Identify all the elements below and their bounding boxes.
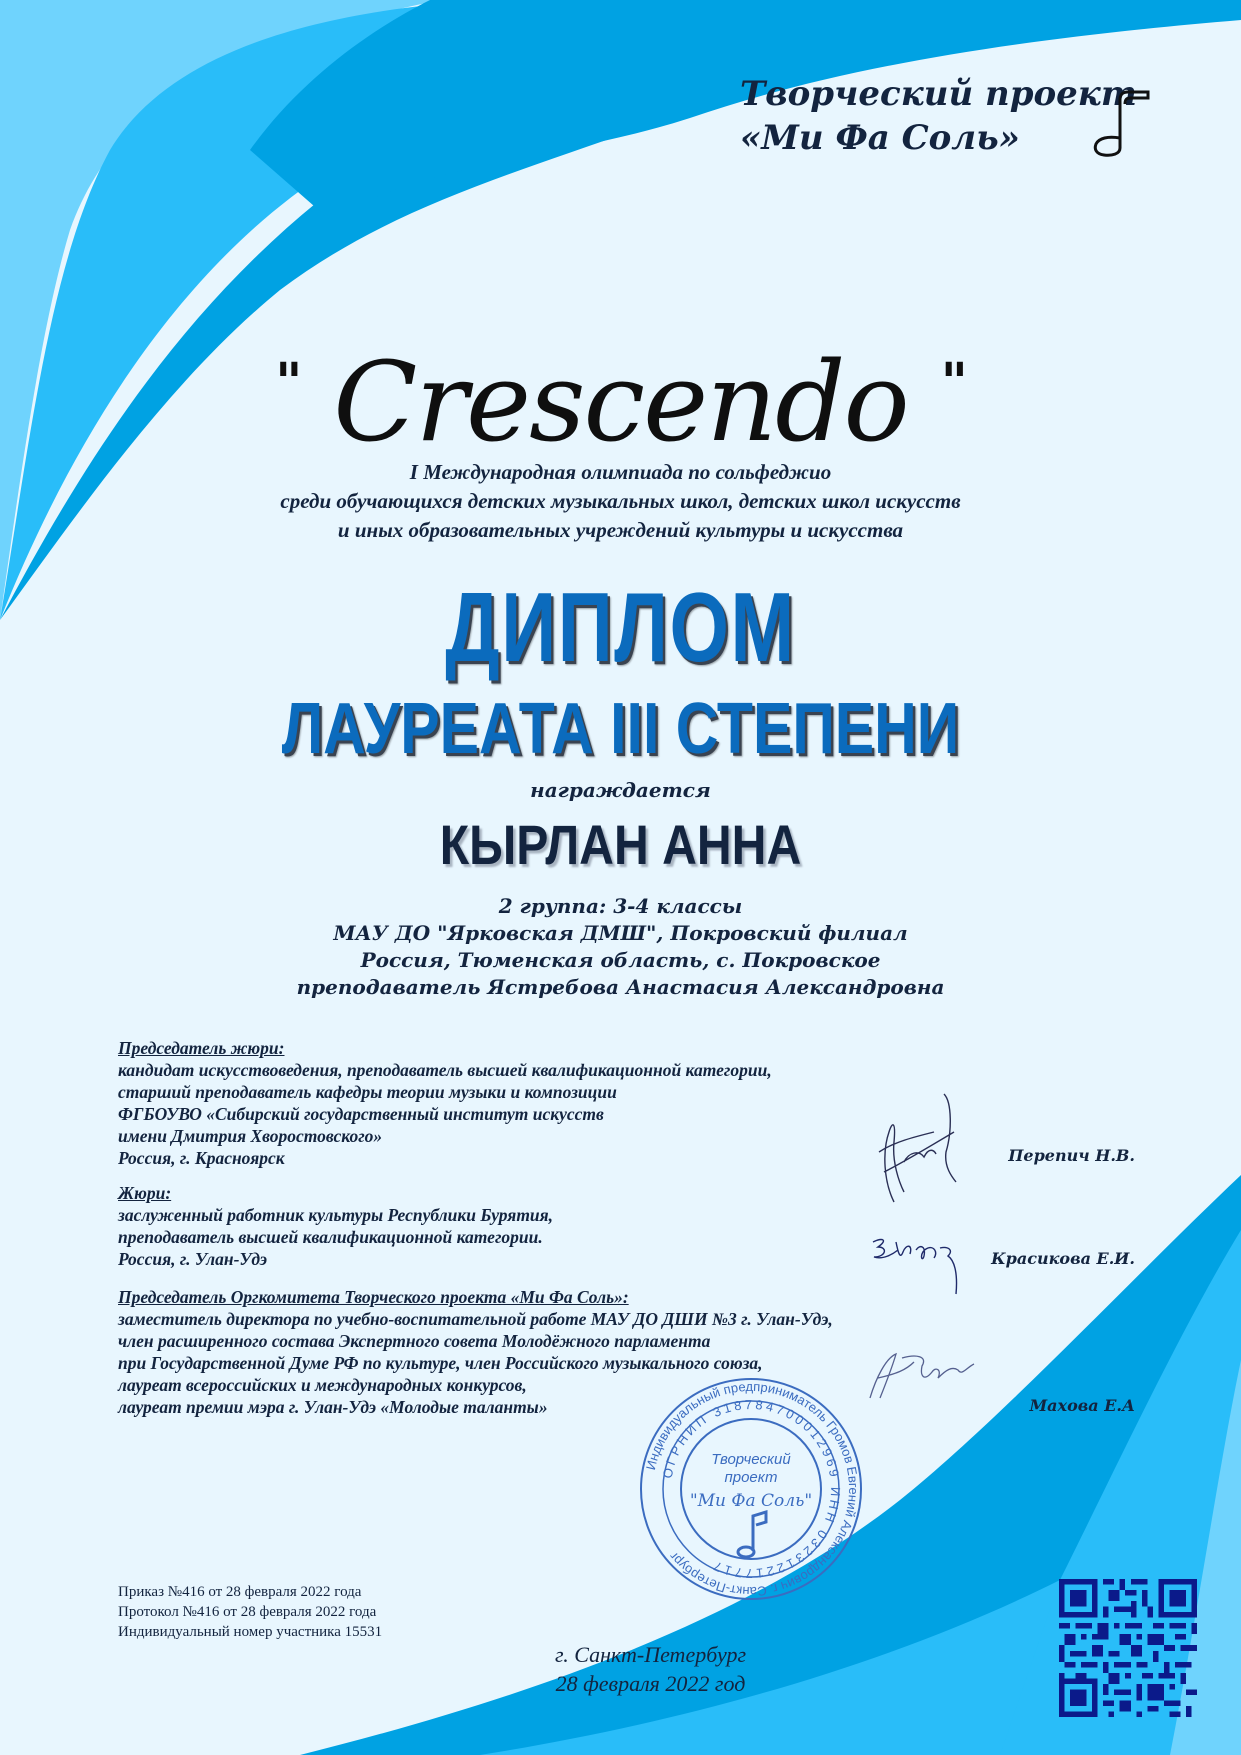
qr-code-icon[interactable] (1059, 1579, 1197, 1717)
signer-name-krasikova: Красикова Е.И. (991, 1249, 1135, 1268)
jury-line: лауреат премии мэра г. Улан-Удэ «Молодые таланты» (118, 1397, 548, 1417)
jury-line: Россия, г. Красноярск (118, 1148, 285, 1168)
stamp-center-line2: проект (724, 1469, 778, 1486)
stamp-music-note-icon (738, 1512, 766, 1557)
recipient-group: 2 группа: 3-4 классы (498, 894, 743, 918)
signer-name-perepich: Перепич Н.В. (1008, 1146, 1135, 1165)
official-stamp (638, 1376, 864, 1602)
signature-perepich (874, 1092, 964, 1204)
stamp-center-line3: "Ми Фа Соль" (689, 1491, 813, 1511)
jury-line: заместитель директора по учебно-воспитательной работе МАУ ДО ДШИ №3 г. Улан-Удэ, (118, 1309, 833, 1329)
stamp-center-line1: Творческий (711, 1451, 791, 1468)
recipient-details (0, 893, 1241, 1001)
jury-heading: Жюри: (118, 1183, 172, 1203)
jury-line: лауреат всероссийских и международных конкурсов, (118, 1375, 527, 1395)
event-description-line: среди обучающихся детских музыкальных школ, детских школ искусств (280, 489, 961, 513)
jury-line: преподаватель высшей квалификационной категории. (118, 1227, 543, 1247)
protocol-number: Протокол №416 от 28 февраля 2022 года (118, 1604, 377, 1620)
project-title-line1: Творческий проект (740, 74, 1137, 114)
jury-line: член расширенного состава Экспертного совета Молодёжного парламента (118, 1331, 711, 1351)
signer-name-makhova: Махова Е.А (1029, 1396, 1135, 1415)
jury-member-block (118, 1182, 553, 1270)
recipient-name: КЫРЛАН АННА (439, 813, 802, 876)
stamp-inner-ring-text: ОГРНИП 318784700012969 ИНН 032312217717 (659, 1396, 844, 1582)
jury-line: ФГБОУВО «Сибирский государственный институт искусств (118, 1104, 604, 1124)
close-quote: " (940, 352, 966, 413)
recipient-location: Россия, Тюменская область, с. Покровское (360, 948, 881, 972)
jury-chair-block (118, 1037, 772, 1169)
stamp-outer-ring-text: Индивидуальный предприниматель Громов Евгений Александрович г. Санкт-Петербург (642, 1378, 862, 1600)
signature-krasikova (868, 1232, 978, 1302)
project-title-line2: «Ми Фа Соль» (740, 118, 1020, 158)
participant-number: Индивидуальный номер участника 15531 (118, 1624, 383, 1640)
jury-heading: Председатель жюри: (118, 1038, 285, 1058)
event-description-line: I Международная олимпиада по сольфеджио (409, 460, 832, 484)
jury-heading: Председатель Оргкомитета Творческого проекта «Ми Фа Соль»: (118, 1287, 629, 1307)
jury-line: старший преподаватель кафедры теории музыки и композиции (118, 1082, 617, 1102)
jury-line: при Государственной Думе РФ по культуре, член Российского музыкального союза, (118, 1353, 763, 1373)
jury-line: имени Дмитрия Хворостовского» (118, 1126, 383, 1146)
diploma-title: ДИПЛОМ (445, 572, 796, 682)
signature-makhova (866, 1348, 978, 1402)
project-title (740, 72, 1137, 160)
jury-line: Россия, г. Улан-Удэ (118, 1249, 268, 1269)
music-note-icon (1090, 86, 1154, 158)
event-name (0, 318, 1241, 467)
recipient-school: МАУ ДО "Ярковская ДМШ", Покровский филиал (333, 921, 908, 945)
recipient-teacher: преподаватель Ястребова Анастасия Александровна (296, 975, 945, 999)
document-references (118, 1582, 382, 1642)
jury-line: кандидат искусствоведения, преподаватель высшей квалификационной категории, (118, 1060, 772, 1080)
awarded-label: награждается (530, 778, 711, 802)
open-quote: " (275, 352, 301, 413)
event-name-text: Crescendo (333, 338, 908, 466)
diploma-subtitle: ЛАУРЕАТА III СТЕПЕНИ (281, 689, 960, 769)
event-description-line: и иных образовательных учреждений культуры и искусства (337, 518, 904, 542)
order-number: Приказ №416 от 28 февраля 2022 года (118, 1584, 362, 1600)
issue-date: 28 февраля 2022 год (555, 1671, 746, 1696)
event-description (0, 458, 1241, 545)
issue-city: г. Санкт-Петербург (554, 1642, 747, 1667)
jury-line: заслуженный работник культуры Республики Бурятия, (118, 1205, 554, 1225)
